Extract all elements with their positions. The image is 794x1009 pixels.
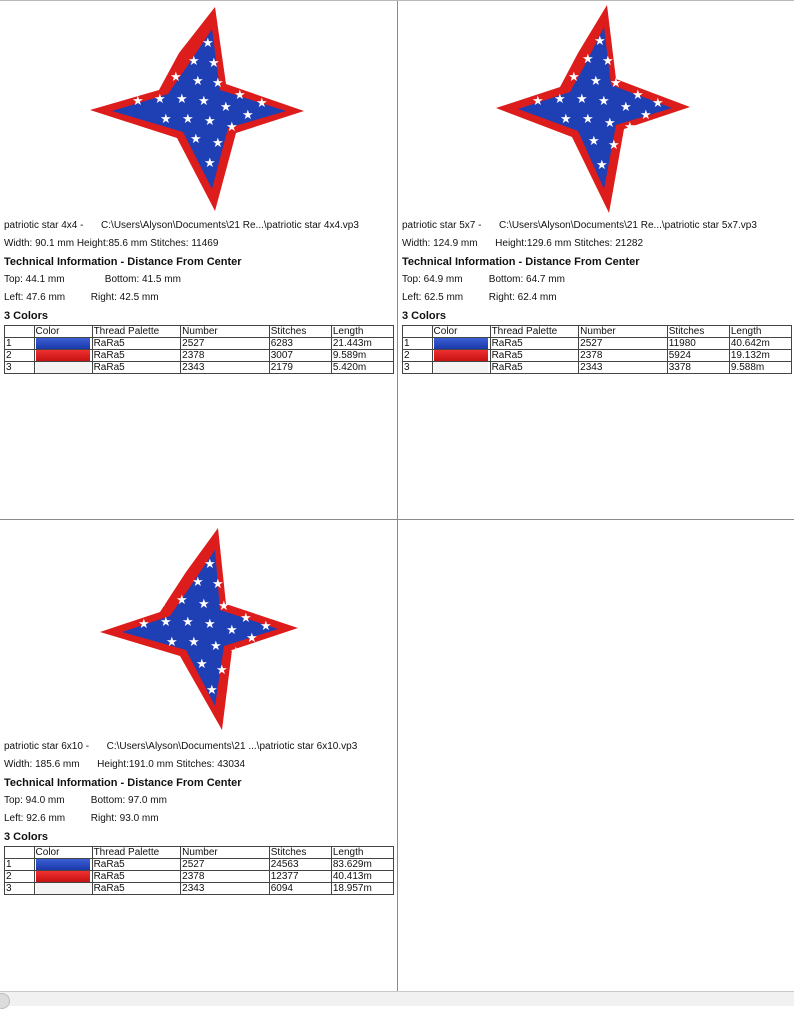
table-row: 2 RaRa5 2378 12377 40.413m	[5, 871, 394, 883]
svg-text:★: ★	[632, 88, 644, 103]
svg-text:★: ★	[182, 112, 194, 127]
svg-text:★: ★	[598, 94, 610, 109]
design-panel-6x10	[0, 520, 398, 992]
svg-text:★: ★	[132, 94, 144, 109]
svg-text:★: ★	[240, 611, 252, 626]
table-row: 1 RaRa5 2527 24563 83.629m	[5, 859, 394, 871]
dimensions-line	[402, 235, 790, 253]
svg-text:★: ★	[590, 74, 602, 89]
svg-text:★: ★	[166, 635, 178, 650]
header-color: Color	[34, 326, 92, 338]
table-row: 2 RaRa5 2378 5924 19.132m	[403, 350, 792, 362]
svg-text:★: ★	[176, 92, 188, 107]
color-swatch-blue	[36, 859, 90, 870]
top-bottom-line	[4, 271, 393, 289]
thread-color-table	[402, 325, 792, 374]
top-bottom-line	[4, 792, 393, 810]
design-name: patriotic star 4x4 -	[4, 220, 84, 231]
color-swatch-red	[36, 871, 90, 882]
left-value: Left: 47.6 mm	[4, 292, 66, 303]
svg-text:★: ★	[596, 158, 608, 173]
svg-text:★: ★	[160, 615, 172, 630]
design-info-4x4	[4, 217, 393, 374]
svg-text:★: ★	[560, 112, 572, 127]
header-length: Length	[331, 847, 393, 859]
color-swatch-red	[36, 350, 90, 361]
header-stitches: Stitches	[667, 326, 729, 338]
svg-text:★: ★	[226, 623, 238, 638]
svg-text:★: ★	[160, 112, 172, 127]
svg-text:★: ★	[604, 116, 616, 131]
header-thread-palette: Thread Palette	[92, 326, 181, 338]
svg-text:★: ★	[602, 54, 614, 69]
left-value: Left: 92.6 mm	[4, 813, 66, 824]
colors-count: 3 Colors	[4, 831, 49, 843]
svg-text:★: ★	[192, 74, 204, 89]
height-value: Height:85.6 mm	[76, 238, 148, 249]
svg-text:★: ★	[624, 120, 636, 135]
stitches-value: Stitches: 43034	[176, 759, 246, 770]
svg-text:★: ★	[198, 597, 210, 612]
width-value: Width: 185.6 mm	[4, 759, 80, 770]
header-color: Color	[432, 326, 490, 338]
design-name: patriotic star 6x10 -	[4, 741, 90, 752]
design-info-6x10	[4, 738, 393, 895]
table-row: 1 RaRa5 2527 11980 40.642m	[403, 338, 792, 350]
header-thread-palette: Thread Palette	[490, 326, 579, 338]
svg-text:★: ★	[196, 657, 208, 672]
width-value: Width: 124.9 mm	[402, 238, 478, 249]
star-design-preview	[90, 7, 308, 218]
svg-text:★: ★	[620, 100, 632, 115]
svg-text:★: ★	[242, 108, 254, 123]
svg-text:★: ★	[212, 136, 224, 151]
header-number: Number	[181, 847, 270, 859]
svg-text:★: ★	[192, 575, 204, 590]
svg-text:★: ★	[208, 56, 220, 71]
top-bottom-line	[402, 271, 790, 289]
color-swatch-blue	[36, 338, 90, 349]
svg-text:★: ★	[188, 635, 200, 650]
svg-text:★: ★	[548, 72, 560, 87]
header-number: Number	[579, 326, 668, 338]
color-swatch-white	[434, 362, 488, 373]
svg-text:★: ★	[212, 577, 224, 592]
svg-text:★: ★	[640, 108, 652, 123]
star-design-preview	[496, 5, 694, 220]
scroll-handle[interactable]	[0, 993, 10, 1009]
svg-text:★: ★	[220, 100, 232, 115]
design-info-5x7	[402, 217, 790, 374]
tech-info-heading: Technical Information - Distance From Center	[4, 777, 242, 789]
bottom-scroll-bar[interactable]	[0, 991, 794, 1006]
color-swatch-blue	[434, 338, 488, 349]
svg-text:★: ★	[150, 72, 162, 87]
file-line	[402, 217, 790, 235]
svg-text:★: ★	[210, 639, 222, 654]
table-row: 3 RaRa5 2343 3378 9.588m	[403, 362, 792, 374]
svg-text:★: ★	[610, 76, 622, 91]
svg-text:★: ★	[582, 112, 594, 127]
svg-text:★: ★	[218, 599, 230, 614]
empty-panel	[398, 520, 794, 992]
svg-text:★: ★	[554, 92, 566, 107]
star-icon	[100, 528, 300, 732]
top-value: Top: 44.1 mm	[4, 274, 65, 285]
design-panel-4x4	[0, 1, 398, 520]
svg-text:★: ★	[202, 36, 214, 51]
file-path: C:\Users\Alyson\Documents\21 ...\patriotic star 6x10.vp3	[106, 741, 358, 752]
svg-text:★: ★	[212, 76, 224, 91]
color-swatch-white	[36, 362, 90, 373]
svg-text:★: ★	[234, 88, 246, 103]
colors-count: 3 Colors	[4, 310, 49, 322]
bottom-value: Bottom: 41.5 mm	[104, 274, 181, 285]
bottom-value: Bottom: 97.0 mm	[90, 795, 167, 806]
svg-text:★: ★	[156, 595, 168, 610]
svg-text:★: ★	[206, 683, 218, 698]
height-value: Height:191.0 mm	[97, 759, 174, 770]
width-value: Width: 90.1 mm	[4, 238, 75, 249]
header-color: Color	[34, 847, 92, 859]
svg-text:★: ★	[576, 92, 588, 107]
svg-text:★: ★	[260, 619, 272, 634]
header-stitches: Stitches	[269, 847, 331, 859]
svg-text:★: ★	[188, 54, 200, 69]
left-value: Left: 62.5 mm	[402, 292, 464, 303]
star-design-preview	[100, 528, 300, 737]
colors-count: 3 Colors	[402, 310, 447, 322]
svg-text:★: ★	[216, 663, 228, 678]
design-panel-5x7	[398, 1, 794, 520]
file-path: C:\Users\Alyson\Documents\21 Re...\patriotic star 4x4.vp3	[101, 220, 359, 231]
svg-text:★: ★	[176, 593, 188, 608]
table-header-row	[403, 326, 792, 338]
table-row: 3 RaRa5 2343 6094 18.957m	[5, 883, 394, 895]
header-stitches: Stitches	[269, 326, 331, 338]
star-icon	[90, 7, 308, 213]
table-row: 3 RaRa5 2343 2179 5.420m	[5, 362, 394, 374]
svg-text:★: ★	[138, 617, 150, 632]
table-header-row	[5, 847, 394, 859]
color-swatch-white	[36, 883, 90, 894]
svg-text:★: ★	[582, 52, 594, 67]
svg-text:★: ★	[588, 134, 600, 149]
svg-text:★: ★	[226, 120, 238, 135]
tech-info-heading: Technical Information - Distance From Center	[402, 256, 640, 268]
svg-text:★: ★	[182, 615, 194, 630]
svg-text:★: ★	[532, 94, 544, 109]
thread-color-table	[4, 325, 394, 374]
right-value: Right: 42.5 mm	[90, 292, 159, 303]
top-value: Top: 64.9 mm	[402, 274, 463, 285]
dimensions-line	[4, 756, 393, 774]
svg-text:★: ★	[198, 94, 210, 109]
svg-text:★: ★	[170, 70, 182, 85]
color-swatch-red	[434, 350, 488, 361]
left-right-line	[4, 289, 393, 307]
svg-text:★: ★	[154, 92, 166, 107]
right-value: Right: 62.4 mm	[488, 292, 557, 303]
svg-text:★: ★	[190, 132, 202, 147]
header-thread-palette: Thread Palette	[92, 847, 181, 859]
left-right-line	[402, 289, 790, 307]
svg-text:★: ★	[568, 70, 580, 85]
tech-info-heading: Technical Information - Distance From Center	[4, 256, 242, 268]
stitches-value: Stitches: 21282	[574, 238, 644, 249]
left-right-line	[4, 810, 393, 828]
height-value: Height:129.6 mm	[495, 238, 572, 249]
bottom-value: Bottom: 64.7 mm	[488, 274, 565, 285]
svg-text:★: ★	[246, 631, 258, 646]
top-value: Top: 94.0 mm	[4, 795, 65, 806]
table-row: 1 RaRa5 2527 6283 21.443m	[5, 338, 394, 350]
header-number: Number	[181, 326, 270, 338]
thread-color-table	[4, 846, 394, 895]
right-value: Right: 93.0 mm	[90, 813, 159, 824]
svg-text:★: ★	[608, 138, 620, 153]
table-row: 2 RaRa5 2378 3007 9.589m	[5, 350, 394, 362]
table-header-row	[5, 326, 394, 338]
svg-text:★: ★	[204, 156, 216, 171]
svg-text:★: ★	[256, 96, 268, 111]
svg-text:★: ★	[204, 557, 216, 572]
svg-text:★: ★	[652, 96, 664, 111]
file-path: C:\Users\Alyson\Documents\21 Re...\patriotic star 5x7.vp3	[499, 220, 757, 231]
star-icon	[496, 5, 694, 215]
svg-text:★: ★	[594, 34, 606, 49]
dimensions-line	[4, 235, 393, 253]
design-name: patriotic star 5x7 -	[402, 220, 482, 231]
svg-text:★: ★	[204, 114, 216, 129]
file-line	[4, 738, 393, 756]
header-length: Length	[331, 326, 393, 338]
stitches-value: Stitches: 11469	[150, 238, 219, 249]
file-line	[4, 217, 393, 235]
header-length: Length	[729, 326, 791, 338]
svg-text:★: ★	[204, 617, 216, 632]
svg-text:★: ★	[230, 645, 242, 660]
